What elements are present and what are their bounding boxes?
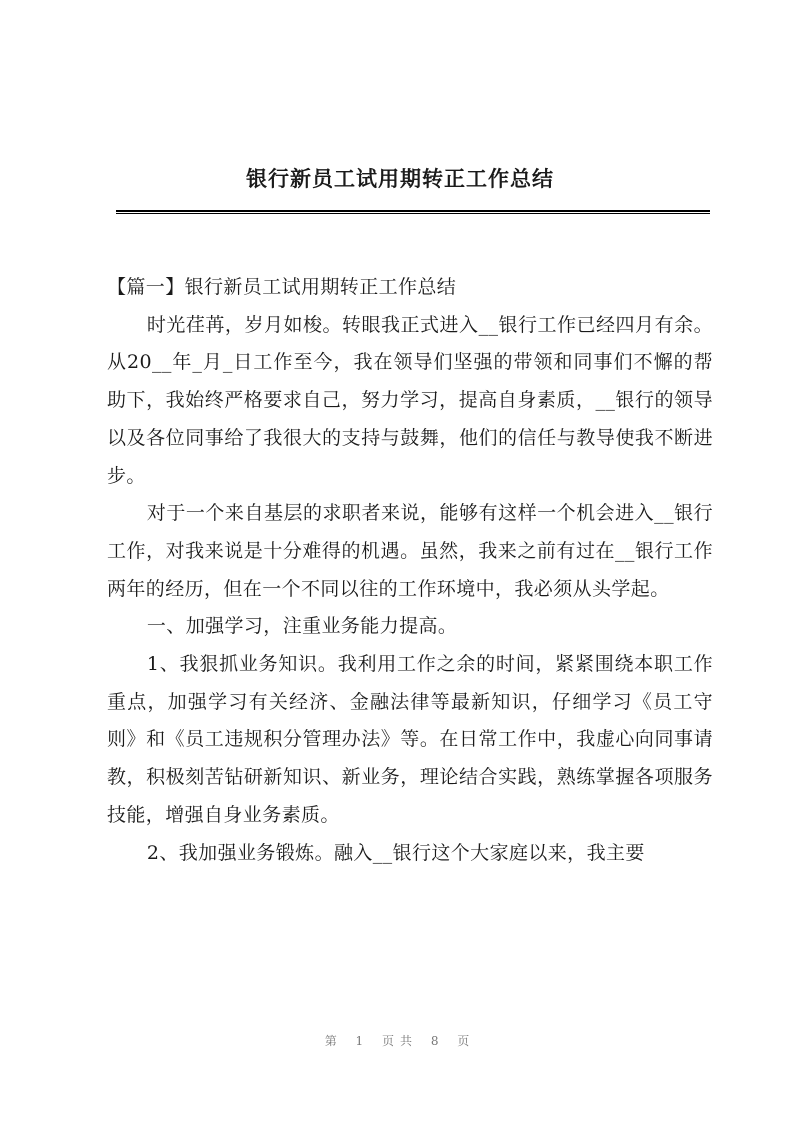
paragraph-4: 2、我加强业务锻炼。融入__银行这个大家庭以来，我主要: [146, 841, 645, 864]
subheading-1: 一、加强学习，注重业务能力提高。: [146, 615, 458, 638]
document-body: [107, 269, 713, 872]
section-heading: 【篇一】银行新员工试用期转正工作总结: [107, 276, 457, 298]
title-underline: [116, 210, 710, 214]
page-title: 银行新员工试用期转正工作总结: [246, 166, 554, 191]
paragraph-2: 对于一个来自基层的求职者来说，能够有这样一个机会进入__银行工作，对我来说是十分难得的机遇。虽然，我来之前有过在__银行工作两年的经历，但在一个不同以往的工作环境中，我必须从头学起。: [107, 502, 713, 600]
paragraph-1: 时光荏苒，岁月如梭。转眼我正式进入__银行工作已经四月有余。从20__年_月_日工作至今，我在领导们坚强的带领和同事们不懈的帮助下，我始终严格要求自己，努力学习，提高自身素质，__银行的领导以及各位同事给了我很大的支持与鼓舞，他们的信任与教导使我不断进步。: [107, 313, 713, 487]
paragraph-3: 1、我狠抓业务知识。我利用工作之余的时间，紧紧围绕本职工作重点，加强学习有关经济、金融法律等最新知识，仔细学习《员工守则》和《员工违规积分管理办法》等。在日常工作中，我虚心向同事请教，积极刻苦钻研新知识、新业务，理论结合实践，熟练掌握各项服务技能，增强自身业务素质。: [107, 653, 713, 826]
page-footer: 第 1 页共 8 页: [324, 1034, 476, 1048]
